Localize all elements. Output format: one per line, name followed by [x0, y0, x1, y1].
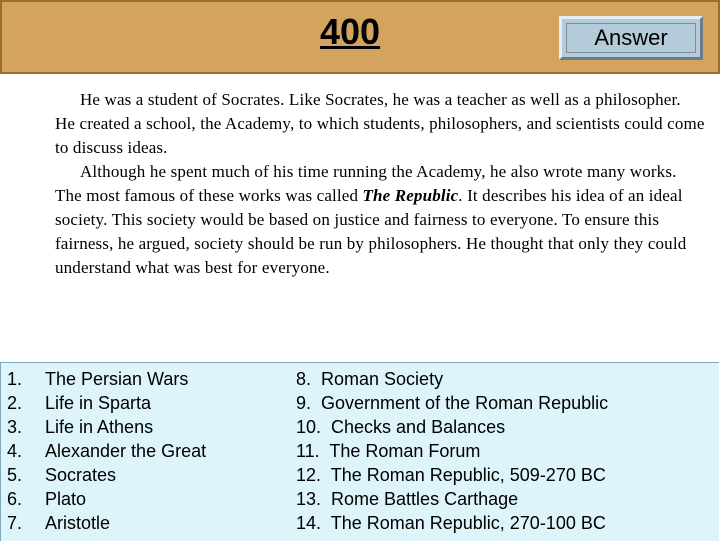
topic-number: 4. [7, 441, 23, 461]
topic-link-1[interactable] [1, 367, 271, 391]
passage-text: . It describes his idea of an ideal society. This society would be based on justice and fairness to everyone. To ensure this fairness, he argued, society should be run by philosophers. He thought that only they could understand what was best for everyone. [55, 186, 687, 277]
topic-link-4[interactable] [1, 439, 271, 463]
passage-paragraph-2 [55, 160, 705, 280]
question-header [0, 0, 720, 74]
topic-number: 2. [7, 393, 23, 413]
topic-link-10[interactable]: 10. Checks and Balances [296, 417, 506, 437]
topic-number: 7. [7, 513, 23, 533]
topic-label: Aristotle [45, 513, 111, 533]
topic-number: 5. [7, 465, 23, 485]
passage-paragraph-1: He was a student of Socrates. Like Socrates, he was a teacher as well as a philosopher. He created a school, the Academy, to which students, philosophers, and scientists could come to discuss ideas. [55, 90, 705, 157]
topic-number: 6. [7, 489, 23, 509]
topic-label: Life in Sparta [45, 393, 152, 413]
topic-link-14[interactable]: 14. The Roman Republic, 270-100 BC [296, 513, 606, 533]
passage-text: Although he spent much of his time running the Academy, he also wrote many works. The most famous of these works was called [55, 162, 677, 205]
topic-link-12[interactable]: 12. The Roman Republic, 509-270 BC [296, 465, 606, 485]
topic-link-5[interactable] [1, 463, 271, 487]
topic-label: Socrates [45, 465, 117, 485]
topic-label: Alexander the Great [45, 441, 207, 461]
topic-navigation-panel [0, 362, 719, 541]
topic-link-8[interactable]: 8. Roman Society [296, 369, 444, 389]
topic-label: The Persian Wars [45, 369, 189, 389]
topic-link-2[interactable] [1, 391, 271, 415]
topic-label: Life in Athens [45, 417, 154, 437]
topic-label: Plato [45, 489, 87, 509]
topic-number: 1. [7, 369, 23, 389]
topic-link-11[interactable]: 11. The Roman Forum [296, 441, 481, 461]
topic-link-9[interactable]: 9. Government of the Roman Republic [296, 393, 609, 413]
topic-link-7[interactable] [1, 511, 271, 535]
book-title: The Republic [362, 186, 459, 205]
question-passage [55, 88, 705, 280]
answer-button[interactable]: Answer [559, 16, 703, 60]
topic-number: 3. [7, 417, 23, 437]
topic-link-6[interactable] [1, 487, 271, 511]
point-value-title: 400 [320, 11, 381, 52]
topic-link-13[interactable]: 13. Rome Battles Carthage [296, 489, 519, 509]
topic-link-3[interactable] [1, 415, 271, 439]
